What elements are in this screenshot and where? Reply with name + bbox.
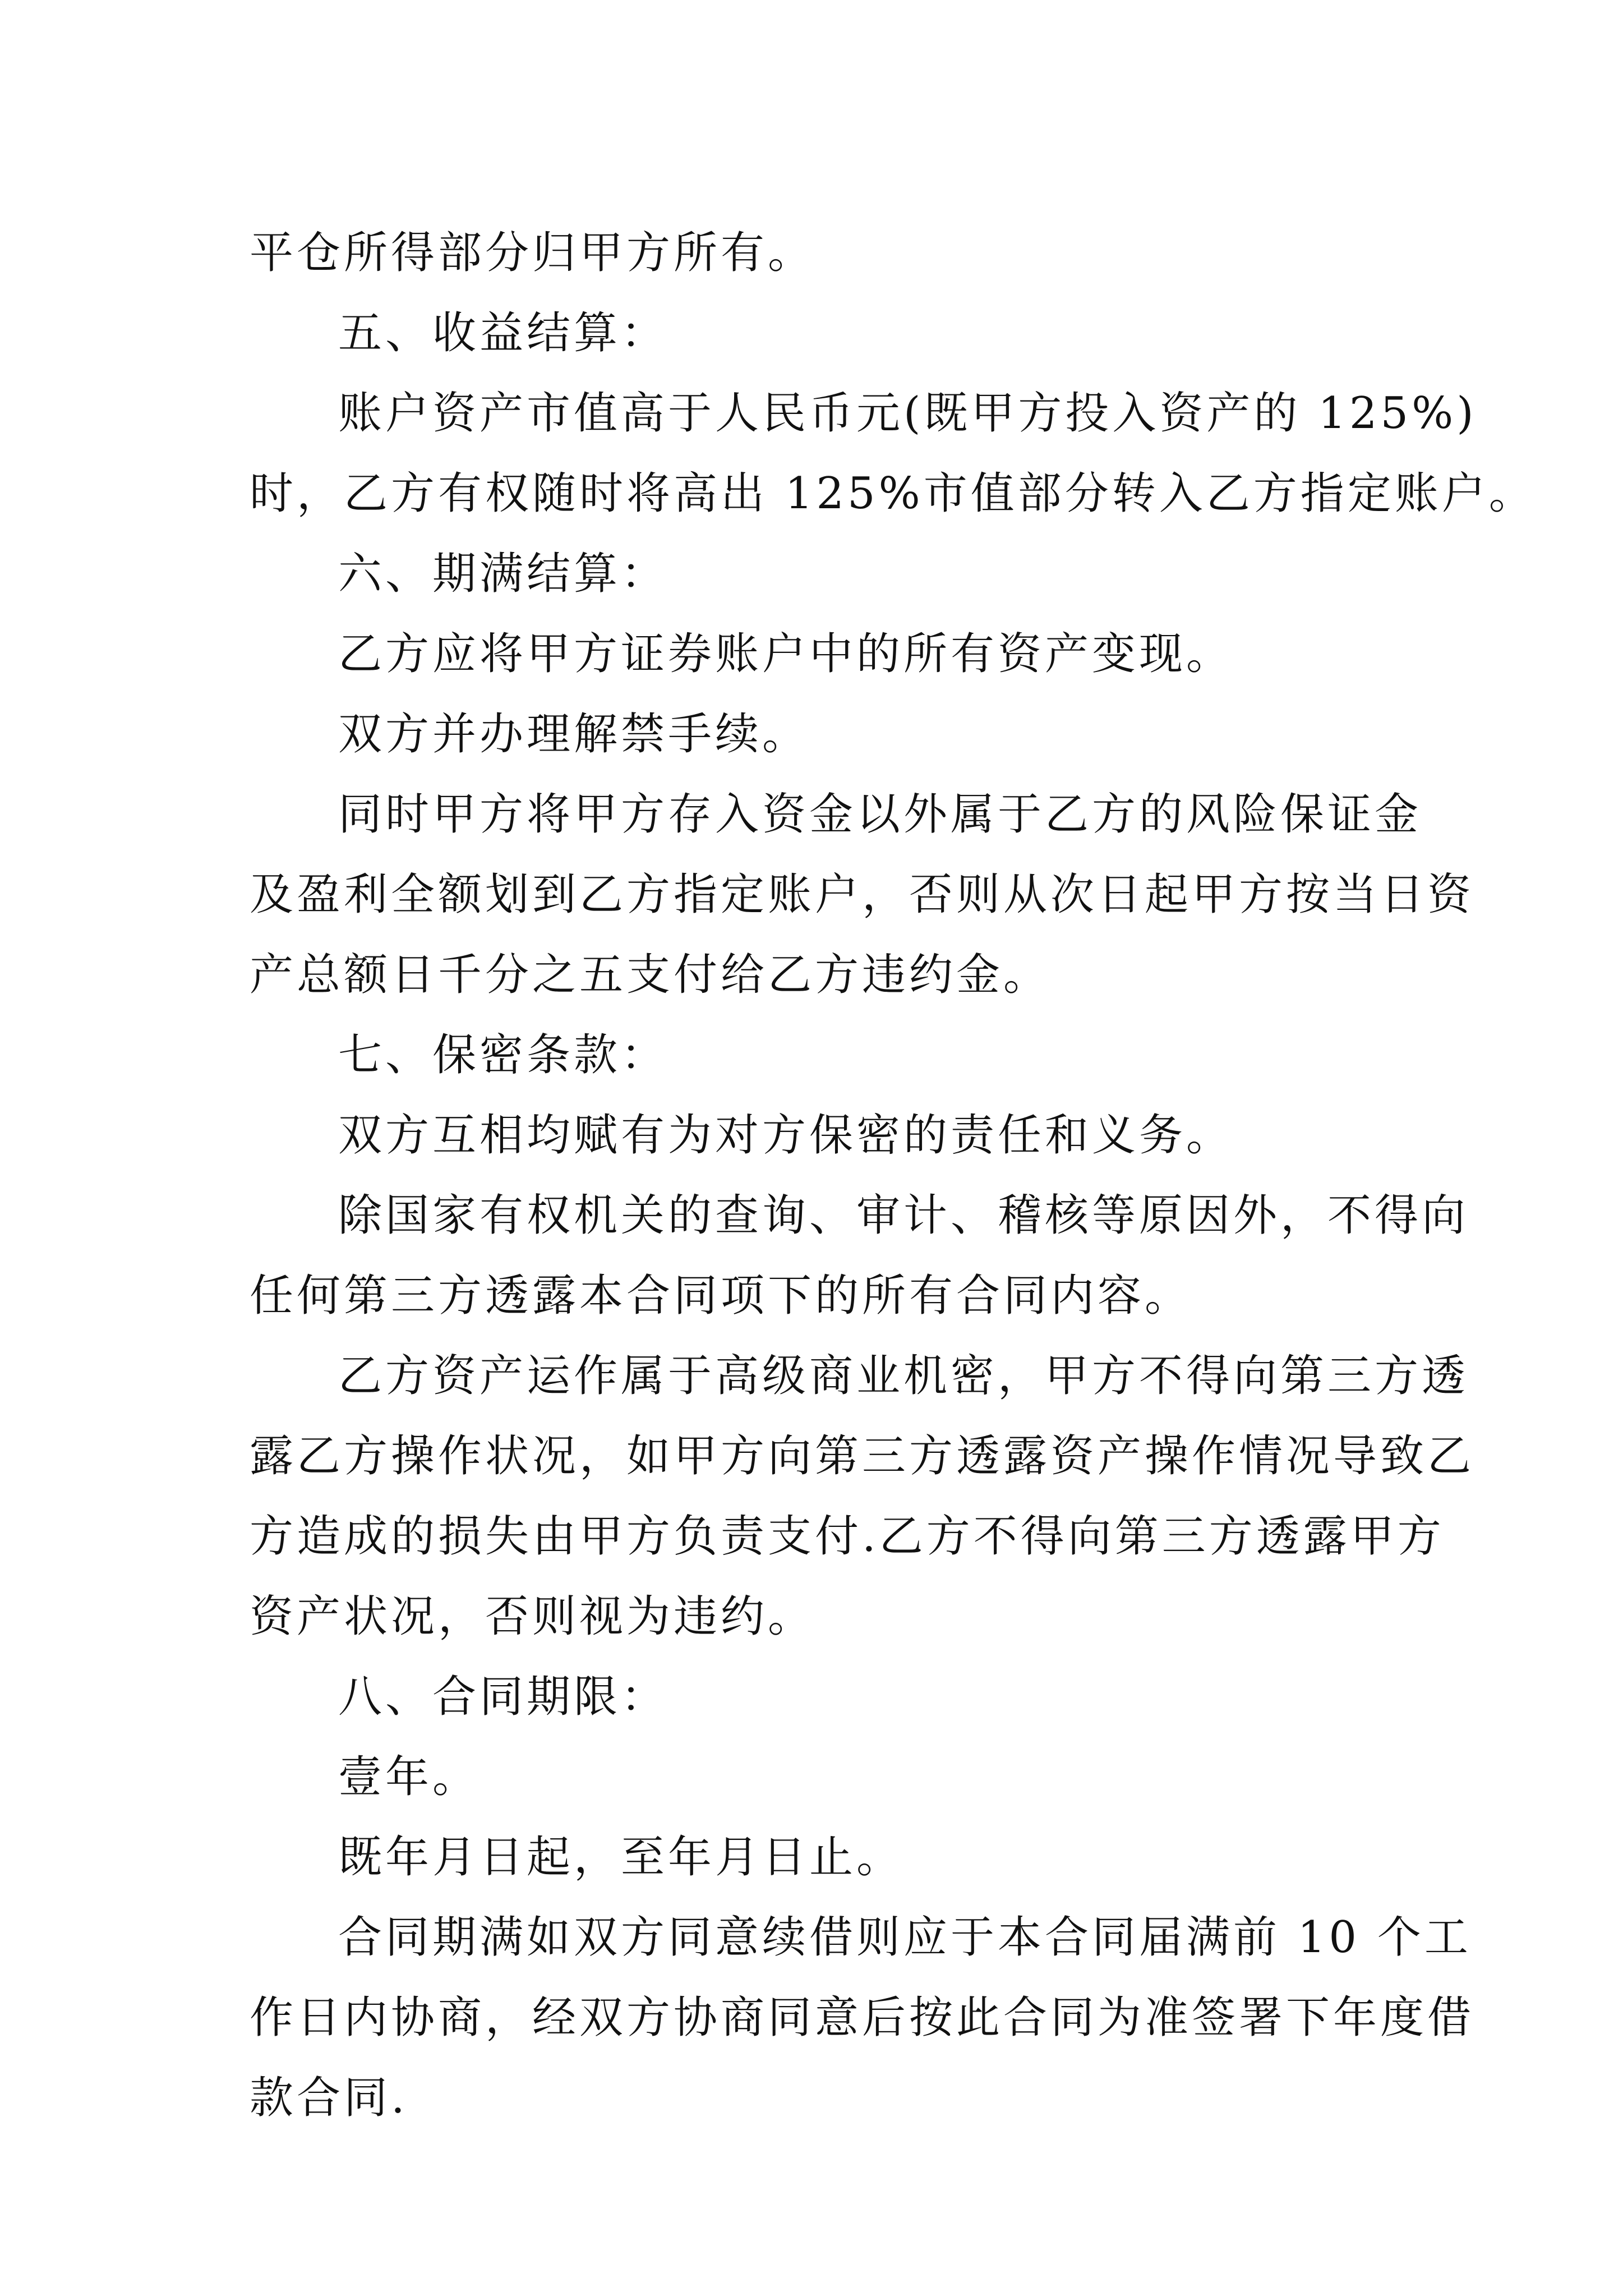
paragraph-line: 作日内协商，经双方协商同意后按此合同为准签署下年度借: [250, 1993, 1475, 2043]
paragraph-line: 既年月日起，至年月日止。: [338, 1832, 904, 1883]
paragraph-line: 双方互相均赋有为对方保密的责任和义务。: [338, 1110, 1234, 1161]
paragraph-line: 平仓所得部分归甲方所有。: [250, 228, 815, 278]
paragraph-line: 双方并办理解禁手续。: [338, 709, 810, 760]
paragraph-line: 同时甲方将甲方存入资金以外属于乙方的风险保证金: [338, 789, 1422, 840]
paragraph-line: 款合同.: [250, 2073, 408, 2123]
section-heading: 五、收益结算：: [338, 308, 668, 358]
paragraph-line: 壹年。: [338, 1752, 480, 1802]
section-heading: 八、合同期限：: [338, 1672, 668, 1722]
paragraph-line: 方造成的损失由甲方负责支付.乙方不得向第三方透露甲方: [250, 1511, 1445, 1562]
paragraph-line: 及盈利全额划到乙方指定账户，否则从次日起甲方按当日资: [250, 869, 1475, 920]
paragraph-line: 乙方资产运作属于高级商业机密，甲方不得向第三方透: [338, 1351, 1469, 1401]
paragraph-line: 账户资产市值高于人民币元(既甲方投入资产的 125%): [338, 388, 1477, 439]
section-heading: 六、期满结算：: [338, 549, 668, 599]
paragraph-line: 时，乙方有权随时将高出 125%市值部分转入乙方指定账户。: [250, 468, 1536, 519]
paragraph-line: 任何第三方透露本合同项下的所有合同内容。: [250, 1271, 1192, 1321]
paragraph-line: 产总额日千分之五支付给乙方违约金。: [250, 950, 1051, 1000]
paragraph-line: 乙方应将甲方证券账户中的所有资产变现。: [338, 629, 1234, 679]
document-page: [250, 213, 1536, 2138]
paragraph-line: 资产状况，否则视为违约。: [250, 1591, 815, 1642]
paragraph-line: 合同期满如双方同意续借则应于本合同届满前 10 个工: [338, 1912, 1472, 1963]
section-heading: 七、保密条款：: [338, 1030, 668, 1080]
paragraph-line: 除国家有权机关的查询、审计、稽核等原因外，不得向: [338, 1190, 1469, 1241]
paragraph-line: 露乙方操作状况，如甲方向第三方透露资产操作情况导致乙: [250, 1431, 1475, 1481]
